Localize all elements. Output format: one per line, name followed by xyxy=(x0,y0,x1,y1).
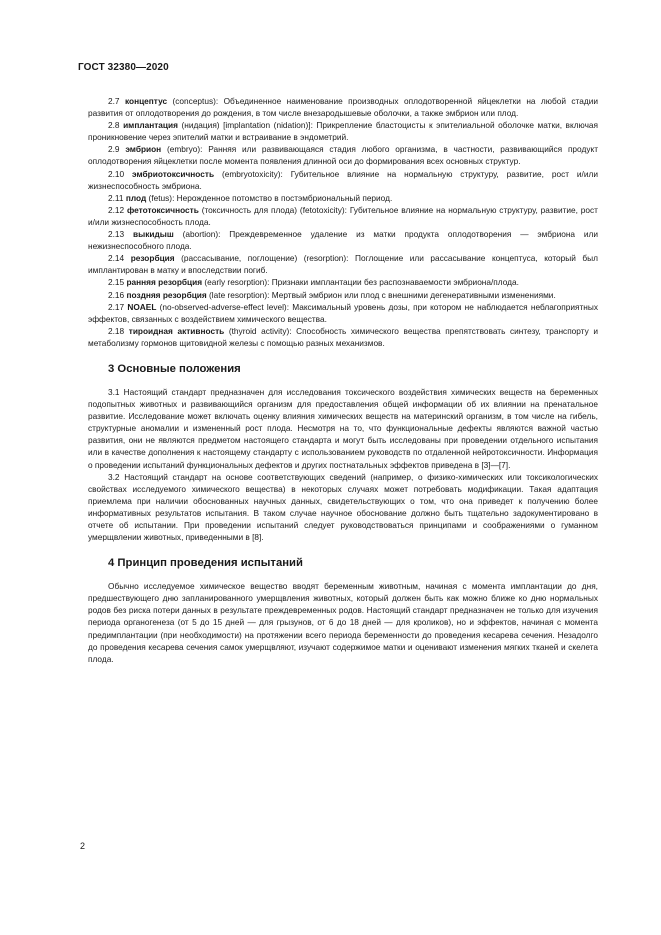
document-header: ГОСТ 32380—2020 xyxy=(78,62,169,73)
definition-item xyxy=(88,119,598,143)
section-3-paragraph-2: 3.2 Настоящий стандарт на основе соответствующих сведений (например, о физико-химических или токсикологических свойствах исследуемого химического вещества) в некоторых случаях может потребовать модификации. Такая адаптация приемлема при наличии обоснованных научных данных, свидетельствующих о том, что она приведет к получению более информативных результатов испытания. В таком случае научное обоснование должно быть тщательно задокументировано в отчете об испытании. При проведении испытаний следует руководствоваться принципами и соображениями о гуманном умерщвлении животных, приведенными в [8]. xyxy=(88,471,598,543)
definition-text: (embryo): Ранняя или развивающаяся стадия любого организма, в частности, развивающийся продукт оплодотворения яйцеклетки после момента появления длинной оси до формирования всех основных структур. xyxy=(88,144,598,167)
definition-number: 2.12 xyxy=(108,204,128,215)
definition-item xyxy=(88,289,598,301)
definition-number: 2.11 xyxy=(108,192,126,203)
definition-text: (early resorption): Признаки имплантации без распознаваемости эмбриона/плода. xyxy=(202,277,519,288)
definition-text: (no-observed-adverse-effect level): Максимальный уровень дозы, при котором не наблюдается неблагоприятных эффектов, связанных с воздействием химического вещества. xyxy=(88,301,598,324)
definition-text: (embryotoxicity): Губительное влияние на нормальную структуру, развитие, рост и/или жизнеспособность эмбриона. xyxy=(88,168,598,191)
definition-number: 2.18 xyxy=(108,325,129,336)
definition-text: (нидация) [implantation (nidation)]: Прикрепление бластоцисты к эпителиальной оболочке матки, включая проникновение через эпителий матки и встраивание в эндометрий. xyxy=(88,120,599,143)
definition-term: тироидная активность xyxy=(128,325,225,336)
definition-number: 2.9 xyxy=(108,144,126,155)
definition-term: резорбция xyxy=(130,253,175,264)
definition-item xyxy=(88,168,598,192)
definition-term: плод xyxy=(125,192,147,203)
definition-term: NOAEL xyxy=(127,301,157,312)
page-number: 2 xyxy=(80,841,86,851)
definition-text: (рассасывание, поглощение) (resorption): Поглощение или рассасывание концептуса, который был имплантирован в матку и впоследствии погиб. xyxy=(88,253,598,276)
definition-item xyxy=(88,95,598,119)
definition-item xyxy=(88,204,598,228)
definition-item xyxy=(88,143,598,167)
definition-item xyxy=(88,252,598,276)
section-4-title: 4 Принцип проведения испытаний xyxy=(108,557,303,570)
definition-text: (abortion): Преждевременное удаление из матки продукта оплодотворения — эмбриона или нежизнеспособного плода. xyxy=(88,229,598,252)
definition-term: фетотоксичность xyxy=(127,204,199,215)
definition-term: эмбрион xyxy=(125,144,162,155)
definition-number: 2.15 xyxy=(108,277,127,288)
section-3-title: 3 Основные положения xyxy=(108,362,241,375)
page-content xyxy=(88,95,598,665)
definition-number: 2.10 xyxy=(108,168,133,179)
definition-term: концептус xyxy=(124,96,168,106)
definition-item xyxy=(88,325,598,349)
definition-term: ранняя резорбция xyxy=(126,277,203,288)
definition-number: 2.16 xyxy=(108,289,127,300)
definition-number: 2.14 xyxy=(108,253,131,264)
definition-item xyxy=(88,301,598,325)
definition-text: (токсичность для плода) (fetotoxicity): Губительное влияние на нормальную структуру, развитие, рост и/или жизнеспособность плода. xyxy=(88,204,598,227)
definition-term: выкидыш xyxy=(133,229,174,240)
definition-term: эмбриотоксичность xyxy=(132,168,215,179)
definition-text: (conceptus): Объединенное наименование производных оплодотворенной яйцеклетки на любой стадии развития от оплодотворения до рождения, в том числе внезародышевые оболочки, а также эмбрион или плод. xyxy=(88,96,598,119)
definition-item xyxy=(88,228,598,252)
definition-term: имплантация xyxy=(123,120,178,131)
definitions-list xyxy=(88,95,598,349)
definition-text: (thyroid activity): Способность химического вещества препятствовать синтезу, транспорту и метаболизму гормонов щитовидной железы с помощью разных механизмов. xyxy=(88,325,599,348)
definition-text: (fetus): Нерожденное потомство в постэмбриональный период. xyxy=(146,192,393,203)
section-4-paragraph-1: Обычно исследуемое химическое вещество вводят беременным животным, начиная с момента имплантации до дня, предшествующего дню запланированного умерщвления животных, который должен быть как можно ближе ко дню нормальных родов без риска потери данных в результате преждевременных родов. Настоящий стандарт предназначен не только для изучения периода органогенеза (от 5 до 15 дней — для грызунов, от 6 до 18 дней — для кроликов), но и эффектов, начиная с момента предимплантации (при необходимости) на протяжении всего периода беременности до проведения кесарева сечения. Незадолго до проведения кесарева сечения самок умерщвляют, изучают содержимое матки и оценивают изменения мягких тканей и скелета плода. xyxy=(88,581,598,664)
definition-number: 2.8 xyxy=(108,120,124,131)
definition-term: поздняя резорбция xyxy=(126,289,207,300)
definition-number: 2.13 xyxy=(108,229,134,240)
definition-number: 2.17 xyxy=(108,301,128,312)
definition-text: (late resorption): Мертвый эмбрион или плод с внешними дегенеративными изменениями. xyxy=(206,289,556,300)
definition-item xyxy=(88,192,598,204)
section-3-paragraph-1: 3.1 Настоящий стандарт предназначен для исследования токсического воздействия химических веществ на беременных подопытных животных и развивающийся организм для предоставления общей информации об их влиянии на пренатальное развитие. Исследование может включать оценку влияния химических веществ на материнский организм, в том числе на гибель, структурные аномалии и измененный рост плода. Несмотря на то, что функциональные дефекты являются важной частью развития, они не являются предметом настоящего стандарта и могут быть исследованы при проведении отдельного испытания или в качестве дополнения к настоящему стандарту с использованием руководств по отдаленной нейротоксичности. Информация о проведении испытаний функциональных дефектов и других постнатальных эффектов приведена в [3]—[7]. xyxy=(88,386,598,470)
definition-number: 2.7 xyxy=(108,96,125,106)
definition-item xyxy=(88,276,598,288)
